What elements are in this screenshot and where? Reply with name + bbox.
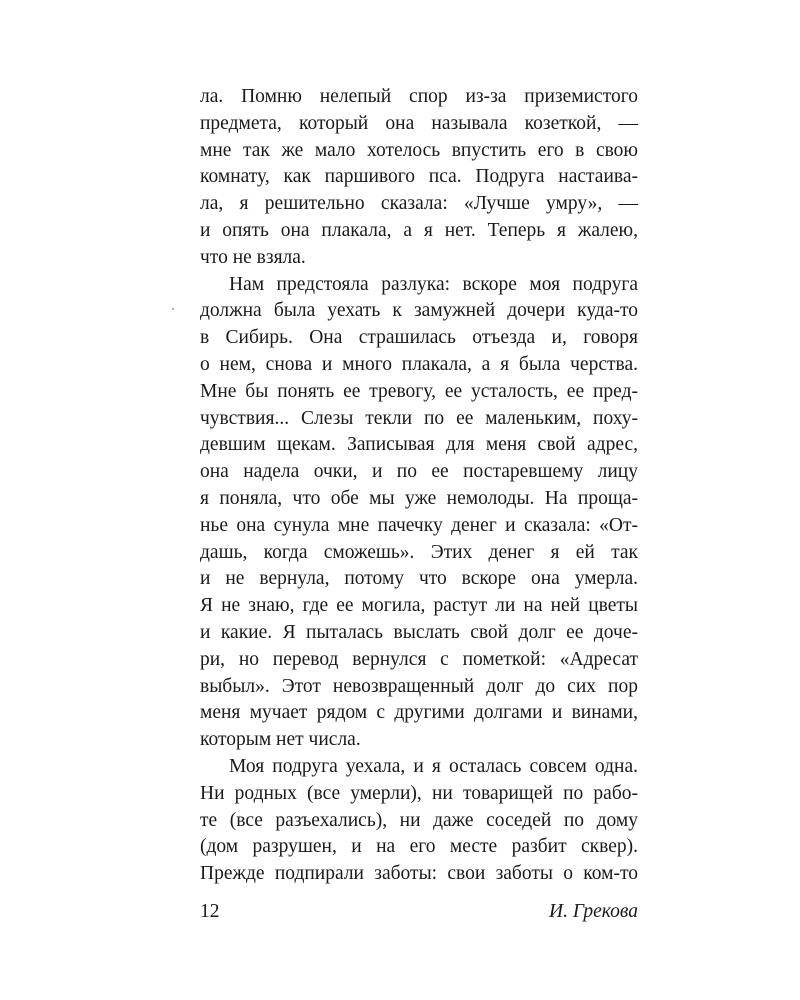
- text-line: которым нет числа.: [200, 729, 361, 751]
- text-line: Я не знаю, где ее могила, растут ли на ней цветы: [200, 595, 638, 617]
- text-line: ла. Помню нелепый спор из-за приземистого: [200, 86, 638, 107]
- text-line: Нам предстояла разлука: вскоре моя подруга: [229, 273, 638, 295]
- text-line: я поняла, что обе мы уже немолоды. На проща-: [200, 487, 638, 509]
- text-line: она надела очки, и по ее постаревшему лицу: [200, 461, 638, 483]
- text-line: в Сибирь. Она страшилась отъезда и, говоря: [200, 327, 638, 349]
- text-line: нье она сунула мне пачечку денег и сказала: «От-: [200, 514, 638, 536]
- text-line: ла, я решительно сказала: «Лучше умру», —: [200, 193, 638, 215]
- text-line: (дом разрушен, и на его месте разбит сквер).: [200, 836, 638, 858]
- text-line: Моя подруга уехала, и я осталась совсем одна.: [229, 755, 638, 777]
- text-line: чувствия... Слезы текли по ее маленьким, поху-: [200, 407, 638, 429]
- text-line: предмета, который она называла козеткой, —: [200, 112, 638, 134]
- text-line: меня мучает рядом с другими долгами и винами,: [200, 702, 638, 724]
- text-line: и какие. Я пыталась выслать свой долг ее доче-: [200, 621, 638, 643]
- text-line: мне так же мало хотелось впустить его в свою: [200, 139, 638, 161]
- text-line: должна была уехать к замужней дочери куда-то: [200, 300, 638, 322]
- text-line: те (все разъехались), ни даже соседей по дому: [200, 809, 638, 831]
- page-number: 12: [200, 901, 220, 922]
- text-line: Мне бы понять ее тревогу, ее усталость, ее пред-: [200, 380, 638, 402]
- text-line: о нем, снова и много плакала, а я была черства.: [200, 353, 638, 375]
- running-footer-author: И. Грекова: [549, 901, 638, 922]
- page-speck: [172, 308, 174, 310]
- text-line: дашь, когда сможешь». Этих денег я ей так: [200, 541, 638, 563]
- text-line: что не взяла.: [200, 246, 306, 268]
- text-line: и не вернула, потому что вскоре она умерла.: [200, 568, 638, 590]
- body-text: [200, 84, 638, 888]
- text-line: комнату, как паршивого пса. Подруга настаива-: [200, 166, 638, 188]
- text-line: выбыл». Этот невозвращенный долг до сих пор: [200, 675, 638, 697]
- text-line: девшим щекам. Записывая для меня свой адрес,: [200, 434, 638, 456]
- text-line: и опять она плакала, а я нет. Теперь я жалею,: [200, 219, 638, 241]
- text-line: ри, но перевод вернулся с пометкой: «Адресат: [200, 648, 638, 670]
- text-line: Прежде подпирали заботы: свои заботы о ком-то: [200, 863, 638, 885]
- text-line: Ни родных (все умерли), ни товарищей по рабо-: [200, 782, 638, 804]
